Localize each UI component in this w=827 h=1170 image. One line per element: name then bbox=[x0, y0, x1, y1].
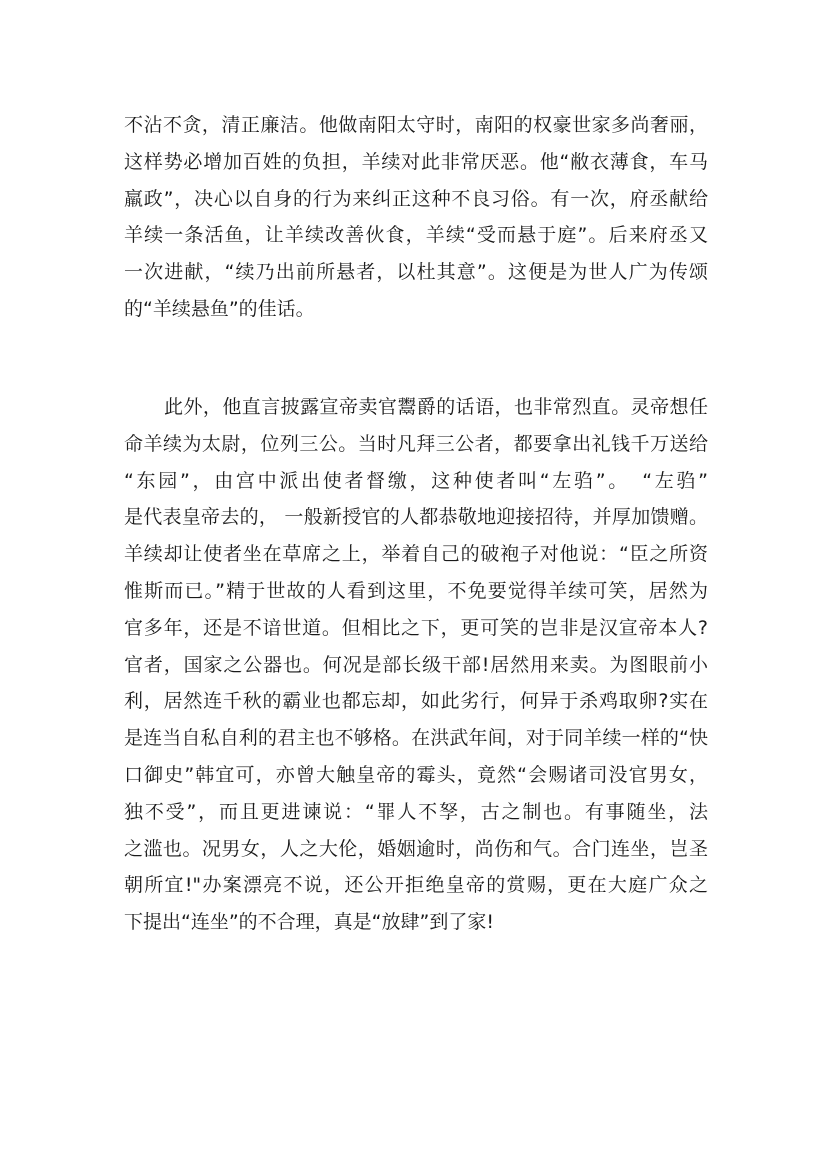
text-line: 羊续却让使者坐在草席之上，举着自己的破袍子对他说：“臣之所资 bbox=[124, 543, 708, 566]
text-line: 下提出“连坐”的不合理，真是“放肆”到了家! bbox=[124, 911, 494, 934]
text-line: 之滥也。况男女，人之大伦，婚姻逾时，尚伤和气。合门连坐，岂圣 bbox=[124, 837, 708, 860]
text-line: 一次进献，“续乃出前所悬者，以杜其意”。这便是为世人广为传颂 bbox=[124, 261, 708, 284]
text-line: 惟斯而已。”精于世故的人看到这里，不免要觉得羊续可笑，居然为 bbox=[124, 579, 708, 602]
text-line: 利，居然连千秋的霸业也都忘却，如此劣行，何异于杀鸡取卵?实在 bbox=[124, 690, 708, 713]
text-line: 不沾不贪，清正廉洁。他做南阳太守时，南阳的权豪世家多尚奢丽， bbox=[124, 114, 708, 136]
text-line: 朝所宜!"办案漂亮不说，还公开拒绝皇帝的赏赐，更在大庭广众之 bbox=[124, 874, 708, 897]
text-line: 此外，他直言披露宣帝卖官鬻爵的话语，也非常烈直。灵帝想任 bbox=[164, 396, 708, 418]
text-line: 口御史”韩宜可，亦曾大触皇帝的霉头，竟然“会赐诸司没官男女， bbox=[124, 763, 708, 786]
text-line: 羸政”，决心以自身的行为来纠正这种不良习俗。有一次，府丞献给 bbox=[124, 187, 708, 210]
text-line: 这样势必增加百姓的负担，羊续对此非常厌恶。他“敝衣薄食，车马 bbox=[124, 150, 708, 173]
text-line: 独不受”，而且更进谏说：“罪人不孥，古之制也。有事随坐，法 bbox=[124, 800, 708, 823]
text-line: 官多年，还是不谙世道。但相比之下，更可笑的岂非是汉宣帝本人? bbox=[124, 616, 708, 639]
text-line: 是代表皇帝去的， 一般新授官的人都恭敬地迎接招待，并厚加馈赠。 bbox=[124, 506, 708, 529]
paragraph-1 bbox=[124, 107, 708, 328]
text-line: 的“羊续悬鱼”的佳话。 bbox=[124, 297, 315, 320]
text-line: 官者，国家之公器也。何况是部长级干部!居然用来卖。为图眼前小 bbox=[124, 653, 708, 676]
paragraph-2 bbox=[124, 389, 708, 941]
text-line: 是连当自私自利的君主也不够格。在洪武年间，对于同羊续一样的“快 bbox=[124, 727, 708, 750]
text-line: 命羊续为太尉，位列三公。当时凡拜三公者，都要拿出礼钱千万送给 bbox=[124, 432, 708, 455]
text-line: 羊续一条活鱼，让羊续改善伙食，羊续“受而悬于庭”。后来府丞又 bbox=[124, 224, 708, 247]
text-line: “东园”，由宫中派出使者督缴，这种使者叫“左驺”。 “左驺” bbox=[124, 469, 708, 492]
